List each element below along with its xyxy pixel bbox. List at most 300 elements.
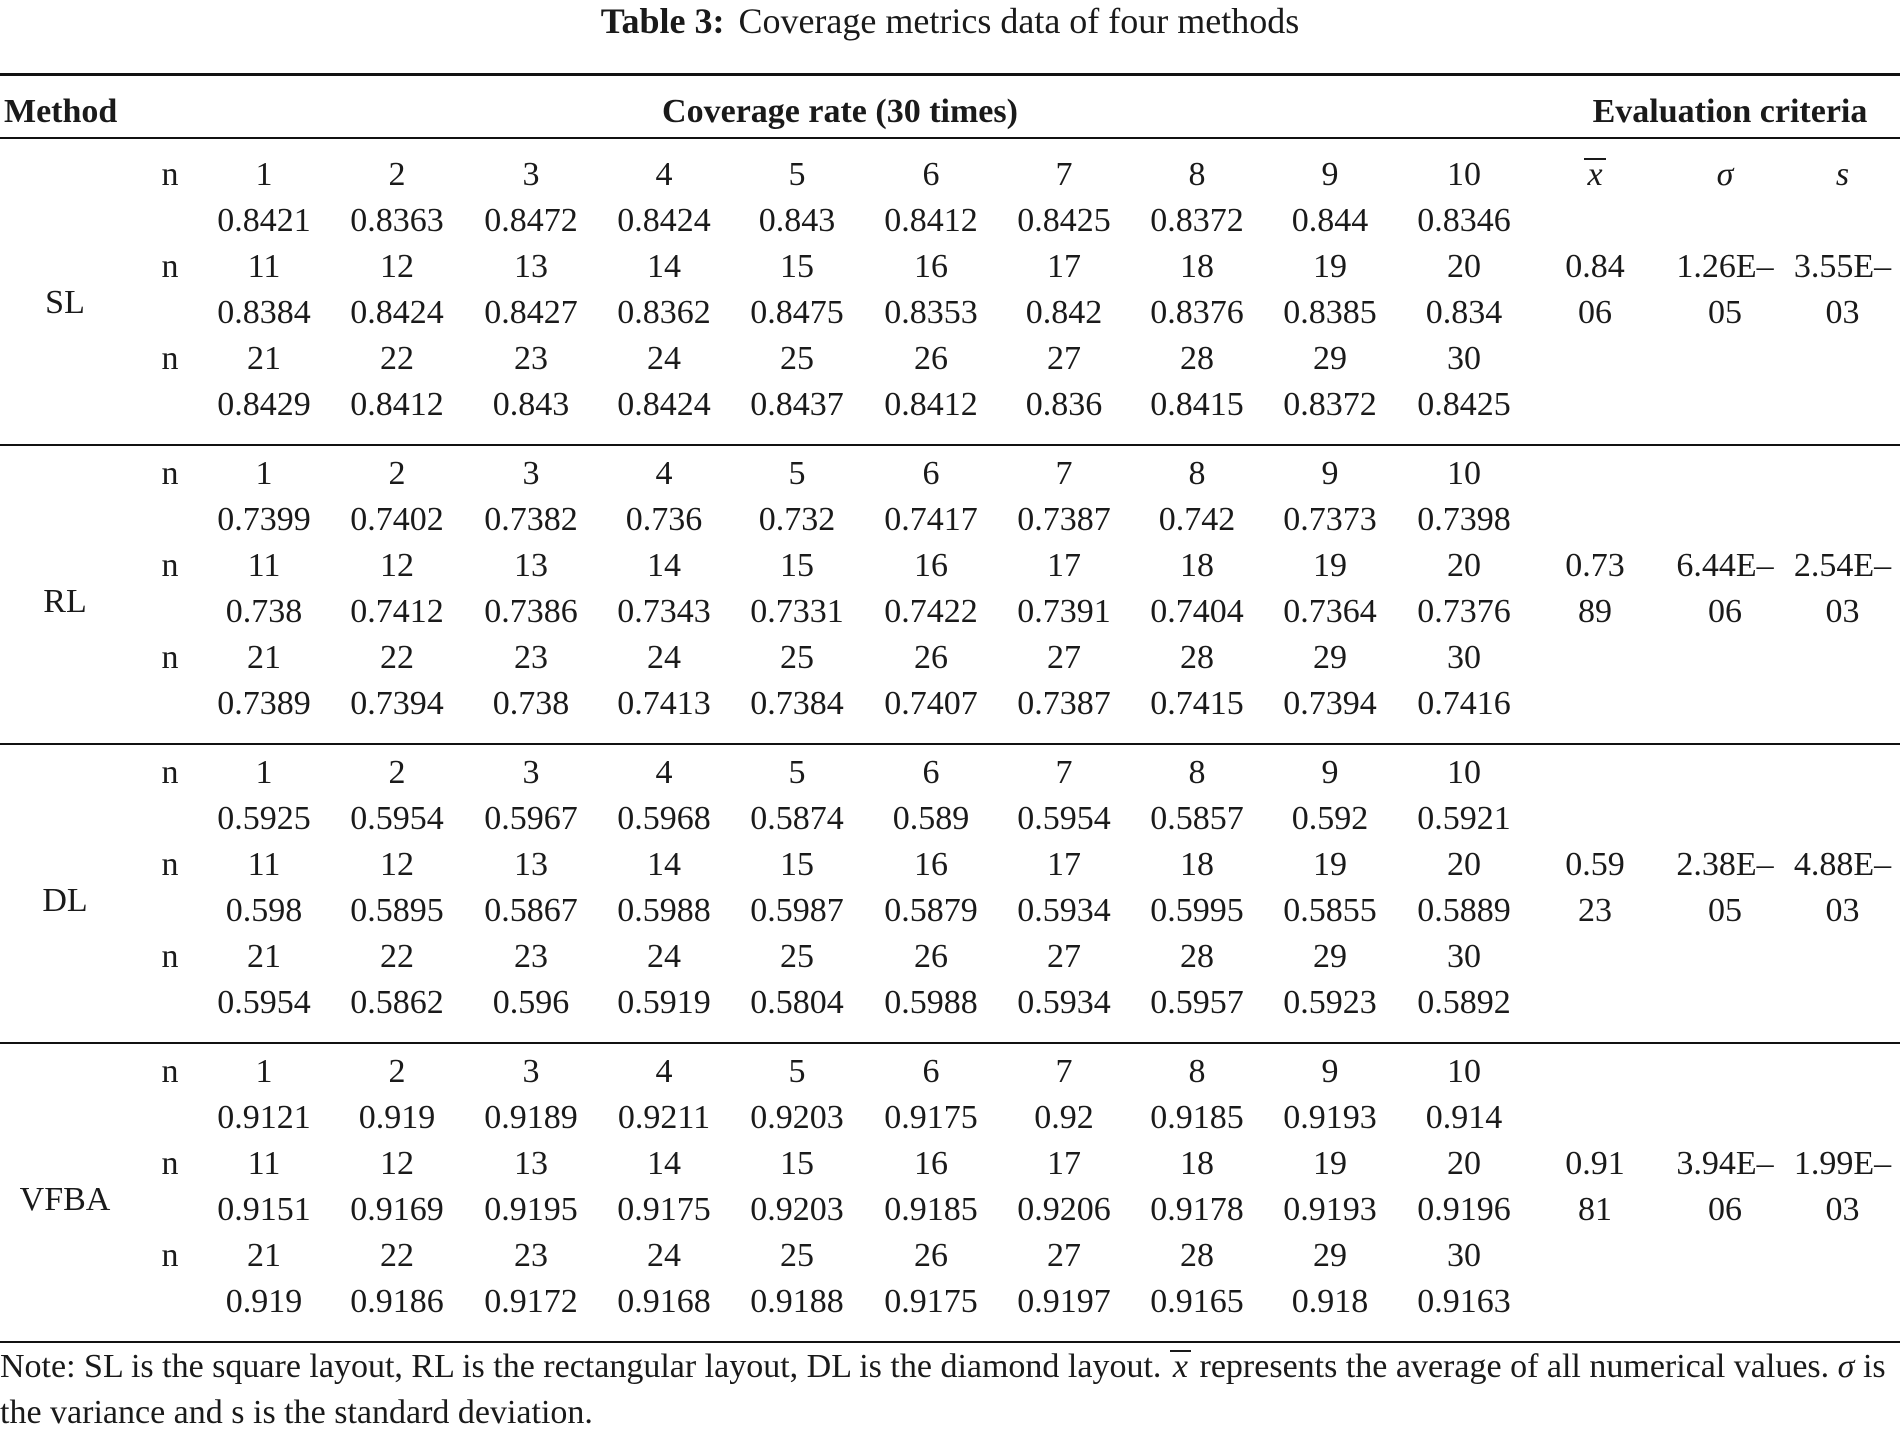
coverage-value: 0.8437 [750,386,844,423]
variance-value-rl-line-2: 06 [1708,593,1742,630]
coverage-value: 0.9196 [1417,1191,1511,1228]
coverage-value: 0.8425 [1017,202,1111,239]
coverage-value: 0.7415 [1150,685,1244,722]
run-index: 2 [388,754,406,791]
coverage-value: 0.598 [225,892,303,929]
coverage-value: 0.5857 [1150,800,1244,837]
n-label: n [161,455,179,492]
run-index: 15 [780,1145,814,1182]
coverage-value: 0.836 [1025,386,1103,423]
run-index: 1 [255,1053,273,1090]
coverage-value: 0.9175 [884,1099,978,1136]
coverage-value: 0.738 [225,593,303,630]
run-index: 19 [1313,1145,1347,1182]
mean-value-rl-line-2: 89 [1578,593,1612,630]
run-index: 19 [1313,547,1347,584]
run-index: 11 [247,1145,281,1182]
run-index: 22 [380,938,414,975]
run-index: 17 [1047,846,1081,883]
run-index: 9 [1321,754,1339,791]
variance-value-sl-line-2: 05 [1708,294,1742,331]
coverage-value: 0.5874 [750,800,844,837]
std-deviation-value-vfba-line-1: 1.99E– [1793,1145,1892,1182]
run-index: 15 [780,846,814,883]
coverage-value: 0.7413 [617,685,711,722]
coverage-value: 0.7389 [217,685,311,722]
mean-value-vfba-line-1: 0.91 [1565,1145,1625,1182]
coverage-value: 0.8353 [884,294,978,331]
header-mean-symbol-cell [1540,152,1650,198]
table-title: Coverage metrics data of four methods [738,1,1300,41]
run-index: 14 [647,1145,681,1182]
run-index: 4 [655,455,673,492]
coverage-value: 0.8424 [350,294,444,331]
coverage-value: 0.843 [758,202,836,239]
run-index: 15 [780,248,814,285]
run-index: 1 [255,754,273,791]
note-part-3: is the variance and s is the standard deviation. [0,1348,1886,1431]
run-index: 30 [1447,340,1481,377]
n-label: n [161,248,179,285]
coverage-value: 0.7394 [350,685,444,722]
coverage-value: 0.8421 [217,202,311,239]
run-index: 22 [380,1237,414,1274]
coverage-value: 0.589 [892,800,970,837]
run-index: 19 [1313,846,1347,883]
coverage-value: 0.9186 [350,1283,444,1320]
coverage-value: 0.9151 [217,1191,311,1228]
coverage-value: 0.5892 [1417,984,1511,1021]
coverage-value: 0.9189 [484,1099,578,1136]
coverage-value: 0.9168 [617,1283,711,1320]
run-index: 26 [914,938,948,975]
coverage-value: 0.742 [1158,501,1236,538]
n-label: n [161,1145,179,1182]
run-index: 26 [914,639,948,676]
run-index: 28 [1180,639,1214,676]
coverage-value: 0.5988 [617,892,711,929]
coverage-value: 0.5995 [1150,892,1244,929]
header-variance-symbol-cell [1655,152,1795,198]
coverage-value: 0.5954 [217,984,311,1021]
run-index: 4 [655,754,673,791]
run-index: 22 [380,340,414,377]
coverage-value: 0.8424 [617,386,711,423]
coverage-value: 0.9193 [1283,1191,1377,1228]
run-index: 25 [780,1237,814,1274]
run-index: 8 [1188,156,1206,193]
run-index: 11 [247,547,281,584]
run-index: 18 [1180,547,1214,584]
coverage-value: 0.9193 [1283,1099,1377,1136]
coverage-value: 0.9197 [1017,1283,1111,1320]
coverage-value: 0.5923 [1283,984,1377,1021]
coverage-value: 0.7422 [884,593,978,630]
coverage-value: 0.7387 [1017,685,1111,722]
run-index: 21 [247,639,281,676]
std-deviation-value-sl-line-1: 3.55E– [1793,248,1892,285]
n-label: n [161,1237,179,1274]
coverage-value: 0.7343 [617,593,711,630]
coverage-value: 0.7399 [217,501,311,538]
run-index: 24 [647,938,681,975]
run-index: 25 [780,639,814,676]
coverage-value: 0.5867 [484,892,578,929]
run-index: 30 [1447,1237,1481,1274]
run-index: 7 [1055,455,1073,492]
run-index: 6 [922,156,940,193]
variance-value-dl-line-2: 05 [1708,892,1742,929]
coverage-value: 0.596 [492,984,570,1021]
run-index: 14 [647,846,681,883]
coverage-value: 0.9206 [1017,1191,1111,1228]
run-index: 7 [1055,156,1073,193]
run-index: 1 [255,156,273,193]
coverage-value: 0.92 [1034,1099,1094,1136]
coverage-value: 0.5925 [217,800,311,837]
method-name-dl: DL [42,882,88,919]
coverage-value: 0.8372 [1283,386,1377,423]
run-index: 15 [780,547,814,584]
header-mean-symbol: x [1584,158,1605,190]
coverage-value: 0.5954 [350,800,444,837]
run-index: 21 [247,1237,281,1274]
run-index: 12 [380,248,414,285]
variance-value-rl-line-1: 6.44E– [1676,547,1774,584]
method-name-vfba: VFBA [19,1181,111,1218]
coverage-value: 0.914 [1425,1099,1503,1136]
run-index: 10 [1447,156,1481,193]
coverage-value: 0.7416 [1417,685,1511,722]
header-std-symbol: s [1835,156,1850,193]
run-index: 11 [247,248,281,285]
table-caption [0,0,1900,42]
run-index: 23 [514,1237,548,1274]
coverage-value: 0.9195 [484,1191,578,1228]
run-index: 20 [1447,1145,1481,1182]
run-index: 24 [647,340,681,377]
coverage-value: 0.9175 [884,1283,978,1320]
run-index: 30 [1447,938,1481,975]
run-index: 6 [922,754,940,791]
coverage-value: 0.8415 [1150,386,1244,423]
coverage-value: 0.8384 [217,294,311,331]
coverage-value: 0.844 [1291,202,1369,239]
run-index: 1 [255,455,273,492]
mean-value-dl-line-2: 23 [1578,892,1612,929]
n-label: n [161,1053,179,1090]
block-separator-rule [0,1042,1900,1044]
run-index: 24 [647,639,681,676]
run-index: 5 [788,455,806,492]
coverage-value: 0.7376 [1417,593,1511,630]
table-label: Table 3: [600,1,725,41]
coverage-value: 0.8429 [217,386,311,423]
coverage-value: 0.736 [625,501,703,538]
run-index: 24 [647,1237,681,1274]
coverage-value: 0.5919 [617,984,711,1021]
run-index: 18 [1180,846,1214,883]
n-label: n [161,639,179,676]
run-index: 17 [1047,547,1081,584]
coverage-value: 0.7402 [350,501,444,538]
run-index: 22 [380,639,414,676]
n-label: n [161,340,179,377]
coverage-value: 0.9203 [750,1099,844,1136]
coverage-value: 0.8427 [484,294,578,331]
run-index: 5 [788,754,806,791]
coverage-value: 0.9175 [617,1191,711,1228]
run-index: 18 [1180,1145,1214,1182]
run-index: 20 [1447,846,1481,883]
coverage-value: 0.9169 [350,1191,444,1228]
coverage-value: 0.8412 [884,202,978,239]
run-index: 27 [1047,1237,1081,1274]
run-index: 9 [1321,455,1339,492]
run-index: 27 [1047,340,1081,377]
run-index: 9 [1321,1053,1339,1090]
run-index: 13 [514,1145,548,1182]
header-std-symbol-cell [1785,152,1900,198]
coverage-value: 0.8472 [484,202,578,239]
variance-value-dl-line-1: 2.38E– [1676,846,1774,883]
header-method: Method [4,93,118,130]
coverage-value: 0.8363 [350,202,444,239]
coverage-value: 0.8346 [1417,202,1511,239]
coverage-value: 0.7331 [750,593,844,630]
run-index: 25 [780,340,814,377]
method-name-sl: SL [45,284,85,321]
run-index: 27 [1047,938,1081,975]
run-index: 10 [1447,1053,1481,1090]
run-index: 4 [655,156,673,193]
block-separator-rule [0,444,1900,446]
bottom-rule [0,1341,1900,1343]
coverage-value: 0.5895 [350,892,444,929]
run-index: 14 [647,248,681,285]
coverage-value: 0.7407 [884,685,978,722]
std-deviation-value-rl-line-1: 2.54E– [1793,547,1892,584]
run-index: 19 [1313,248,1347,285]
coverage-value: 0.919 [225,1283,303,1320]
run-index: 28 [1180,340,1214,377]
run-index: 23 [514,639,548,676]
std-deviation-value-vfba-line-2: 03 [1825,1191,1860,1228]
coverage-value: 0.8385 [1283,294,1377,331]
coverage-value: 0.9185 [1150,1099,1244,1136]
coverage-value: 0.834 [1425,294,1503,331]
run-index: 17 [1047,1145,1081,1182]
run-index: 17 [1047,248,1081,285]
run-index: 27 [1047,639,1081,676]
coverage-value: 0.9165 [1150,1283,1244,1320]
coverage-value: 0.7387 [1017,501,1111,538]
run-index: 9 [1321,156,1339,193]
n-label: n [161,938,179,975]
run-index: 12 [380,547,414,584]
header-evaluation-criteria: Evaluation criteria [1592,93,1868,130]
coverage-value: 0.8412 [350,386,444,423]
coverage-value: 0.919 [358,1099,436,1136]
coverage-value: 0.8362 [617,294,711,331]
note-mean-symbol: x [1170,1350,1191,1382]
header-coverage-rate: Coverage rate (30 times) [662,93,1018,130]
coverage-value: 0.843 [492,386,570,423]
block-separator-rule [0,743,1900,745]
coverage-value: 0.5934 [1017,984,1111,1021]
n-label: n [161,547,179,584]
run-index: 28 [1180,1237,1214,1274]
run-index: 12 [380,1145,414,1182]
n-label: n [161,156,179,193]
run-index: 14 [647,547,681,584]
run-index: 10 [1447,455,1481,492]
coverage-value: 0.5862 [350,984,444,1021]
run-index: 13 [514,248,548,285]
run-index: 16 [914,846,948,883]
coverage-value: 0.842 [1025,294,1103,331]
coverage-value: 0.9178 [1150,1191,1244,1228]
method-name-rl: RL [43,583,87,620]
run-index: 3 [522,754,540,791]
run-index: 28 [1180,938,1214,975]
run-index: 10 [1447,754,1481,791]
coverage-value: 0.9121 [217,1099,311,1136]
run-index: 2 [388,156,406,193]
mean-value-dl-line-1: 0.59 [1565,846,1625,883]
run-index: 8 [1188,455,1206,492]
coverage-value: 0.7382 [484,501,578,538]
run-index: 16 [914,1145,948,1182]
coverage-value: 0.5988 [884,984,978,1021]
mean-value-sl-line-2: 06 [1578,294,1612,331]
run-index: 23 [514,340,548,377]
run-index: 7 [1055,1053,1073,1090]
run-index: 12 [380,846,414,883]
coverage-value: 0.732 [758,501,836,538]
coverage-value: 0.592 [1291,800,1369,837]
run-index: 21 [247,340,281,377]
coverage-value: 0.8424 [617,202,711,239]
coverage-value: 0.9211 [617,1099,711,1136]
coverage-value: 0.5968 [617,800,711,837]
coverage-value: 0.7404 [1150,593,1244,630]
coverage-value: 0.7364 [1283,593,1377,630]
run-index: 29 [1313,639,1347,676]
run-index: 3 [522,455,540,492]
mean-value-sl-line-1: 0.84 [1565,248,1625,285]
coverage-value: 0.9163 [1417,1283,1511,1320]
std-deviation-value-dl-line-2: 03 [1825,892,1860,929]
coverage-value: 0.5987 [750,892,844,929]
coverage-value: 0.7373 [1283,501,1377,538]
run-index: 3 [522,1053,540,1090]
run-index: 26 [914,1237,948,1274]
run-index: 25 [780,938,814,975]
coverage-value: 0.8475 [750,294,844,331]
note-part-1: Note: SL is the square layout, RL is the rectangular layout, DL is the diamond layout. [0,1348,1170,1385]
run-index: 29 [1313,938,1347,975]
coverage-value: 0.5889 [1417,892,1511,929]
mean-value-vfba-line-2: 81 [1578,1191,1612,1228]
run-index: 6 [922,455,940,492]
coverage-value: 0.5921 [1417,800,1511,837]
std-deviation-value-dl-line-1: 4.88E– [1793,846,1892,883]
coverage-value: 0.5855 [1283,892,1377,929]
coverage-value: 0.7391 [1017,593,1111,630]
run-index: 16 [914,547,948,584]
run-index: 29 [1313,1237,1347,1274]
coverage-value: 0.9172 [484,1283,578,1320]
mean-value-rl-line-1: 0.73 [1565,547,1625,584]
coverage-value: 0.7386 [484,593,578,630]
n-label: n [161,846,179,883]
std-deviation-value-sl-line-2: 03 [1825,294,1860,331]
coverage-value: 0.9203 [750,1191,844,1228]
run-index: 7 [1055,754,1073,791]
note-part-2: represents the average of all numerical values. [1191,1348,1838,1385]
coverage-value: 0.918 [1291,1283,1369,1320]
run-index: 21 [247,938,281,975]
coverage-value: 0.5934 [1017,892,1111,929]
top-rule [0,73,1900,76]
run-index: 23 [514,938,548,975]
run-index: 5 [788,156,806,193]
variance-value-sl-line-1: 1.26E– [1676,248,1774,285]
header-rule [0,137,1900,139]
run-index: 8 [1188,754,1206,791]
run-index: 20 [1447,248,1481,285]
coverage-value: 0.9188 [750,1283,844,1320]
run-index: 13 [514,547,548,584]
coverage-value: 0.5879 [884,892,978,929]
run-index: 6 [922,1053,940,1090]
coverage-value: 0.7398 [1417,501,1511,538]
coverage-value: 0.7394 [1283,685,1377,722]
coverage-value: 0.5804 [750,984,844,1021]
coverage-value: 0.8376 [1150,294,1244,331]
coverage-value: 0.8425 [1417,386,1511,423]
run-index: 18 [1180,248,1214,285]
variance-value-vfba-line-1: 3.94E– [1676,1145,1774,1182]
run-index: 11 [247,846,281,883]
coverage-value: 0.5967 [484,800,578,837]
header-variance-symbol: σ [1716,156,1734,193]
run-index: 2 [388,455,406,492]
run-index: 30 [1447,639,1481,676]
run-index: 4 [655,1053,673,1090]
note-variance-symbol: σ [1837,1348,1855,1385]
run-index: 13 [514,846,548,883]
variance-value-vfba-line-2: 06 [1708,1191,1742,1228]
coverage-value: 0.5954 [1017,800,1111,837]
run-index: 8 [1188,1053,1206,1090]
run-index: 5 [788,1053,806,1090]
coverage-value: 0.738 [492,685,570,722]
run-index: 2 [388,1053,406,1090]
coverage-value: 0.9185 [884,1191,978,1228]
coverage-value: 0.8372 [1150,202,1244,239]
table-note [0,1344,1900,1436]
run-index: 20 [1447,547,1481,584]
run-index: 29 [1313,340,1347,377]
coverage-value: 0.7417 [884,501,978,538]
run-index: 26 [914,340,948,377]
run-index: 3 [522,156,540,193]
n-label: n [161,754,179,791]
run-index: 16 [914,248,948,285]
coverage-value: 0.7412 [350,593,444,630]
